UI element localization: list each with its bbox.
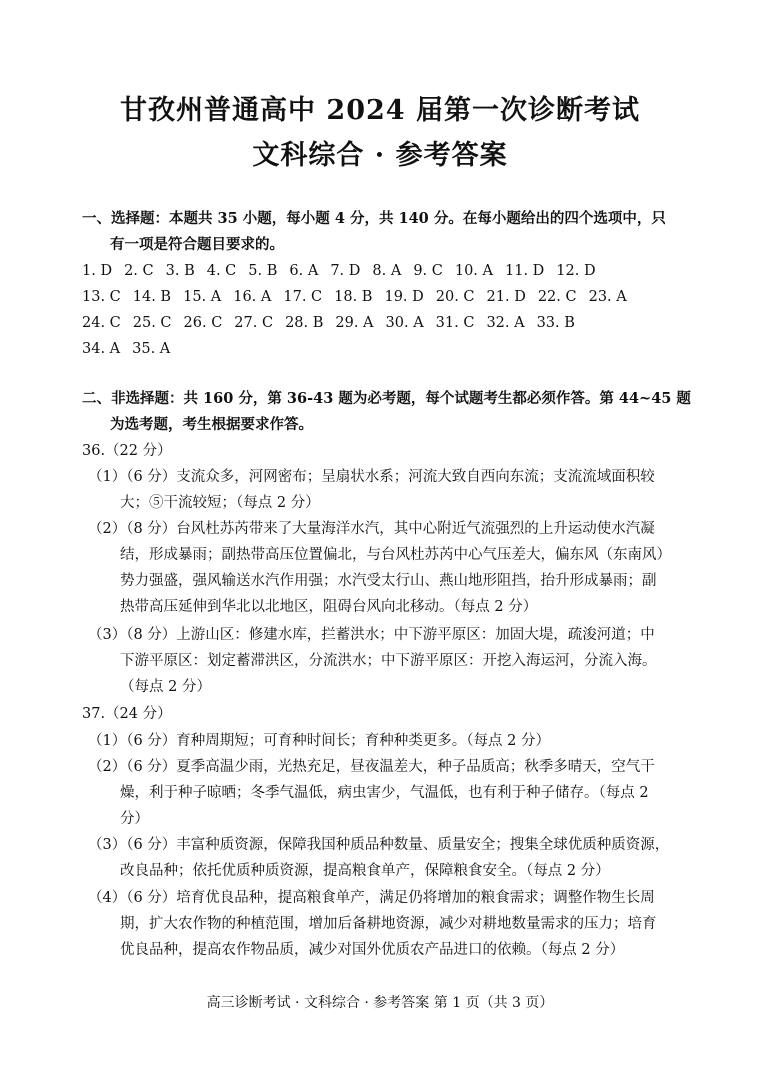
q37-part3-line: 改良品种；依托优质种质资源，提高粮食单产，保障粮食安全。（每点 2 分） bbox=[120, 863, 610, 879]
answer-item: 29. A bbox=[335, 315, 374, 331]
answer-item: 19. D bbox=[384, 289, 424, 305]
q37-part4-line: 期，扩大农作物的种植范围，增加后备耕地资源，减少对耕地数量需求的压力；培育 bbox=[120, 916, 657, 932]
answer-item: 8. A bbox=[372, 263, 402, 279]
page-footer: 高三诊断考试 · 文科综合 · 参考答案 第 1 页（共 3 页） bbox=[206, 995, 554, 1011]
q37-part2-line: （2）（6 分）夏季高温少雨，光热充足，昼夜温差大，种子品质高；秋季多晴天，空气干 bbox=[88, 759, 655, 775]
answer-item: 11. D bbox=[505, 263, 545, 279]
q36-part2-line: 热带高压延伸到华北以北地区，阻碍台风向北移动。（每点 2 分） bbox=[120, 599, 538, 615]
answer-item: 26. C bbox=[183, 315, 223, 331]
section2-heading: 二、非选择题：共 160 分，第 36-43 题为必考题，每个试题考生都必须作答。第 44~45 题 bbox=[82, 390, 691, 407]
answer-item: 22. C bbox=[537, 289, 577, 305]
answer-item: 31. C bbox=[435, 315, 475, 331]
answer-item: 27. C bbox=[234, 315, 274, 331]
q36-part1-line: （1）（6 分）支流众多，河网密布；呈扇状水系；河流大致自西向东流；支流流域面积较 bbox=[88, 469, 655, 485]
q36-part3-line: （3）（8 分）上游山区：修建水库，拦蓄洪水；中下游平原区：加固大堤，疏浚河道；中 bbox=[88, 627, 655, 643]
answer-item: 18. B bbox=[334, 289, 373, 305]
q37-part1-line: （1）（6 分）育种周期短；可育种时间长；育种种类更多。（每点 2 分） bbox=[88, 733, 551, 749]
answer-item: 16. A bbox=[233, 289, 272, 305]
answer-item: 5. B bbox=[248, 263, 278, 279]
answer-item: 20. C bbox=[435, 289, 475, 305]
q37-part2-line: 分） bbox=[120, 811, 149, 827]
answer-item: 6. A bbox=[289, 263, 319, 279]
q36-part3-line: （每点 2 分） bbox=[120, 679, 211, 695]
q36-part2-line: 势力强盛，强风输送水汽作用强；水汽受太行山、燕山地形阻挡，抬升形成暴雨；副 bbox=[120, 573, 657, 589]
answer-item: 32. A bbox=[486, 315, 525, 331]
answer-item: 25. C bbox=[132, 315, 172, 331]
answer-item: 7. D bbox=[330, 263, 361, 279]
answer-row-4 bbox=[82, 339, 182, 359]
q36-part3-line: 下游平原区：划定蓄滞洪区，分流洪水；中下游平原区：开挖入海运河，分流入海。 bbox=[120, 653, 657, 669]
answer-row-2 bbox=[82, 287, 639, 307]
answer-item: 33. B bbox=[536, 315, 575, 331]
q37-part2-line: 燥，利于种子晾晒；冬季气温低，病虫害少，气温低，也有利于种子储存。（每点 2 bbox=[120, 785, 649, 801]
answer-item: 17. C bbox=[283, 289, 323, 305]
answer-item: 21. D bbox=[486, 289, 526, 305]
answer-item: 24. C bbox=[82, 315, 121, 331]
q36-part1-line: 大；⑤干流较短；（每点 2 分） bbox=[120, 495, 320, 511]
answer-item: 13. C bbox=[82, 289, 121, 305]
question-37-header: 37.（24 分） bbox=[82, 706, 172, 722]
q37-part4-line: （4）（6 分）培育优良品种，提高粮食单产，满足仍将增加的粮食需求；调整作物生长周 bbox=[88, 890, 655, 906]
answer-item: 28. B bbox=[285, 315, 324, 331]
q37-part3-line: （3）（6 分）丰富种质资源，保障我国种质品种数量、质量安全；搜集全球优质种质资源， bbox=[88, 837, 670, 853]
answer-item: 15. A bbox=[183, 289, 222, 305]
answer-item: 12. D bbox=[556, 263, 596, 279]
answer-item: 1. D bbox=[82, 263, 113, 279]
q36-part2-line: （2）（8 分）台风杜苏芮带来了大量海洋水汽，其中心附近气流强烈的上升运动使水汽凝 bbox=[88, 521, 655, 537]
answer-item: 9. C bbox=[413, 263, 443, 279]
document-subtitle: 文科综合 · 参考答案 bbox=[252, 140, 508, 171]
answer-item: 34. A bbox=[82, 341, 121, 357]
answer-row-1 bbox=[82, 261, 608, 281]
answer-item: 4. C bbox=[206, 263, 237, 279]
answer-row-3 bbox=[82, 313, 587, 333]
section2-heading-cont: 为选考题，考生根据要求作答。 bbox=[110, 416, 313, 433]
answer-item: 3. B bbox=[165, 263, 195, 279]
answer-item: 23. A bbox=[588, 289, 627, 305]
q37-part4-line: 优良品种，提高农作物品质，减少对国外优质农产品进口的依赖。（每点 2 分） bbox=[120, 942, 625, 958]
answer-item: 10. A bbox=[454, 263, 493, 279]
answer-item: 2. C bbox=[124, 263, 154, 279]
q36-part2-line: 结，形成暴雨；副热带高压位置偏北，与台风杜苏芮中心气压差大，偏东风（东南风） bbox=[120, 547, 671, 563]
document-title: 甘孜州普通高中 2024 届第一次诊断考试 bbox=[120, 95, 640, 126]
answer-item: 30. A bbox=[385, 315, 424, 331]
question-36-header: 36.（22 分） bbox=[82, 443, 172, 459]
answer-item: 14. B bbox=[132, 289, 172, 305]
section1-heading: 一、选择题：本题共 35 小题，每小题 4 分，共 140 分。在每小题给出的四个选项中，只 bbox=[82, 210, 666, 227]
section1-heading-cont: 有一项是符合题目要求的。 bbox=[110, 236, 284, 253]
answer-item: 35. A bbox=[132, 341, 171, 357]
